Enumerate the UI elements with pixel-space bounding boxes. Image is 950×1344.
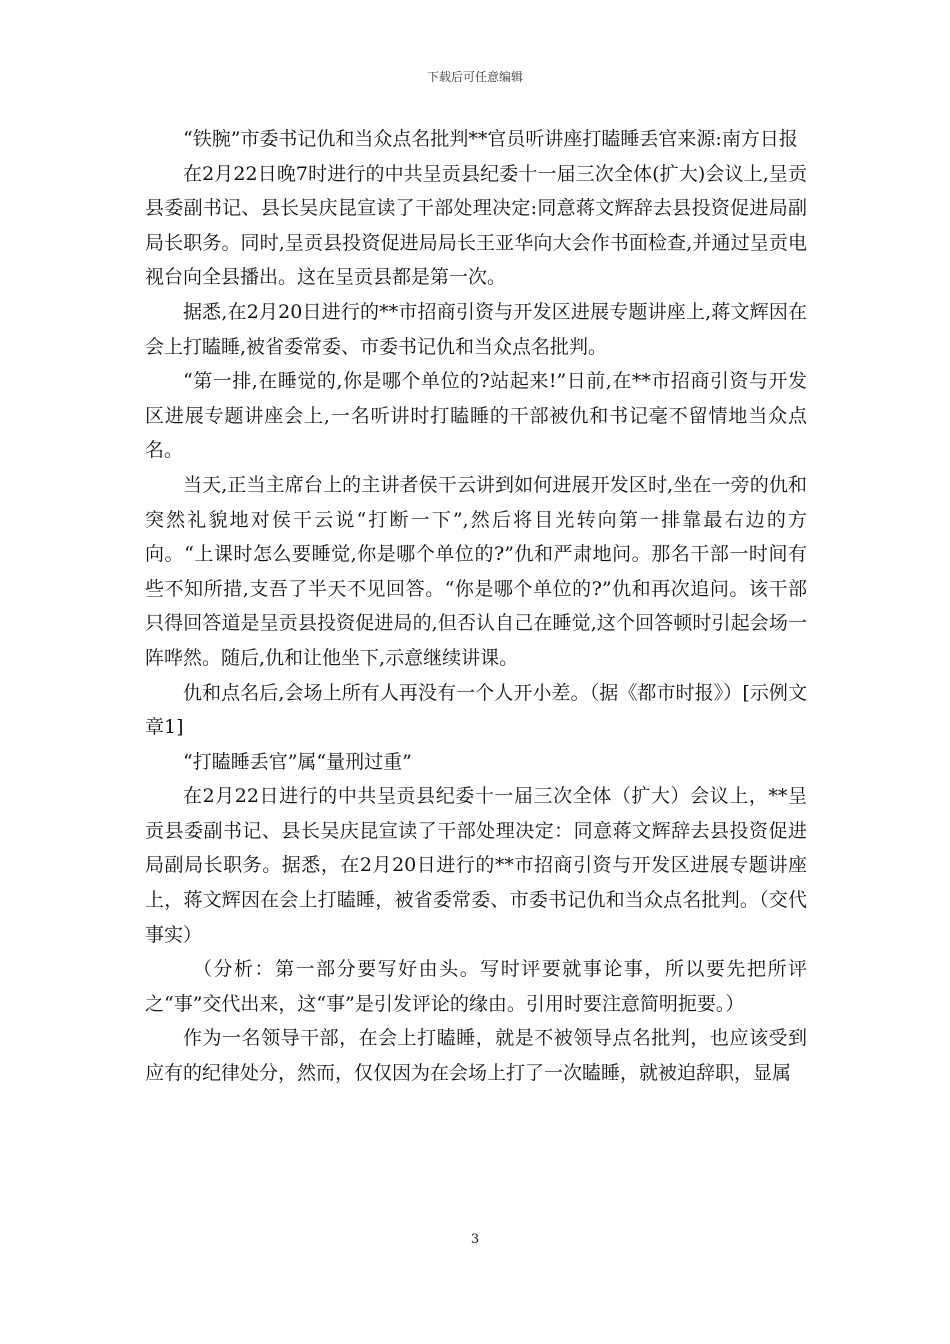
article-title-paragraph: “铁腕”市委书记仇和当众点名批判**官员听讲座打瞌睡丢官来源:南方日报	[183, 128, 798, 150]
body-paragraph: 在2月22日进行的中共呈贡县纪委十一届三次全体（扩大）会议上，**呈贡县委副书记、县长吴庆昆宣读了干部处理决定：同意蒋文辉辞去县投资促进局副局长职务。据悉，在2月20日进行的**市招商引资与开发区进展专题讲座上，蒋文辉因在会上打瞌睡，被省委常委、市委书记仇和当众点名批判。（交代事实）	[145, 785, 807, 946]
analysis-note: （分析：第一部分要写好由头。写时评要就事论事，所以要先把所评之“事”交代出来，这“事”是引发评论的缘由。引用时要注意简明扼要。）	[145, 958, 807, 1015]
body-paragraph: 据悉,在2月20日进行的**市招商引资与开发区进展专题讲座上,蒋文辉因在会上打瞌睡,被省委常委、市委书记仇和当众点名批判。	[145, 300, 807, 358]
body-paragraph: 仇和点名后,会场上所有人再没有一个人开小差。（据《都市时报》）[示例文章1]	[145, 681, 807, 739]
section-heading: “打瞌睡丢官”属“量刑过重”	[183, 750, 412, 773]
document-body	[145, 122, 807, 1091]
page-header: 下载后可任意编辑	[426, 70, 523, 84]
body-paragraph: 当天,正当主席台上的主讲者侯干云讲到如何进展开发区时,坐在一旁的仇和突然礼貌地对侯干云说“打断一下”,然后将目光转向第一排靠最右边的方向。“上课时怎么要睡觉,你是哪个单位的?”仇和严肃地问。那名干部一时间有些不知所措,支吾了半天不见回答。“你是哪个单位的?”仇和再次追问。该干部只得回答道是呈贡县投资促进局的,但否认自己在睡觉,这个回答顿时引起会场一阵哗然。随后,仇和让他坐下,示意继续讲课。	[145, 473, 807, 669]
body-paragraph: “第一排,在睡觉的,你是哪个单位的?站起来!”日前,在**市招商引资与开发区进展专题讲座会上,一名听讲时打瞌睡的干部被仇和书记毫不留情地当众点名。	[145, 370, 807, 462]
page-number: 3	[470, 1232, 480, 1247]
body-paragraph: 在2月22日晚7时进行的中共呈贡县纪委十一届三次全体(扩大)会议上,呈贡县委副书记、县长吴庆昆宣读了干部处理决定:同意蒋文辉辞去县投资促进局副局长职务。同时,呈贡县投资促进局局长王亚华向大会作书面检查,并通过呈贡电视台向全县播出。这在呈贡县都是第一次。	[145, 162, 807, 289]
body-paragraph: 作为一名领导干部，在会上打瞌睡，就是不被领导点名批判，也应该受到应有的纪律处分，然而，仅仅因为在会场上打了一次瞌睡，就被迫辞职，显属	[145, 1027, 807, 1085]
